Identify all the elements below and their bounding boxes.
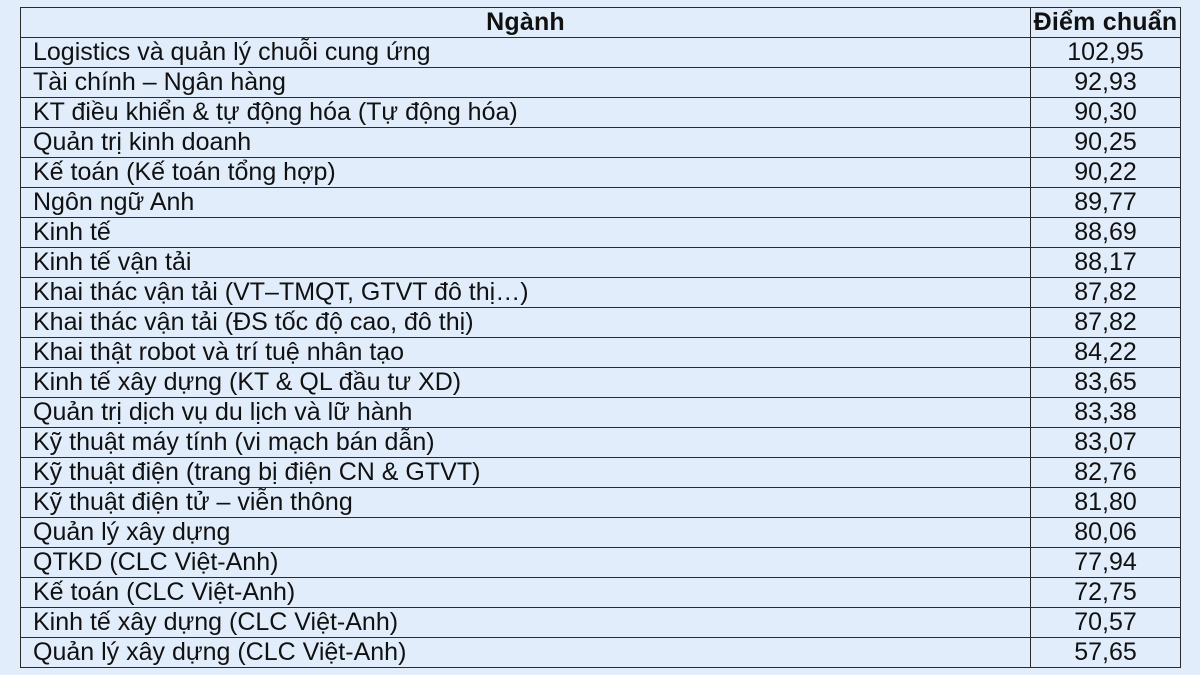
score-cell: 88,17 (1031, 248, 1181, 278)
major-name-cell: QTKD (CLC Việt-Anh) (21, 548, 1031, 578)
table-body (21, 38, 1181, 668)
major-name-cell: Kế toán (CLC Việt-Anh) (21, 578, 1031, 608)
score-cell: 87,82 (1031, 308, 1181, 338)
score-cell: 72,75 (1031, 578, 1181, 608)
table-row (21, 128, 1181, 158)
score-cell: 90,30 (1031, 98, 1181, 128)
major-name-cell: Kỹ thuật điện tử – viễn thông (21, 488, 1031, 518)
table-row (21, 428, 1181, 458)
table-row (21, 98, 1181, 128)
table-row (21, 368, 1181, 398)
table-row (21, 278, 1181, 308)
score-cell: 83,38 (1031, 398, 1181, 428)
table-row (21, 608, 1181, 638)
major-name-cell: Kỹ thuật điện (trang bị điện CN & GTVT) (21, 458, 1031, 488)
score-cell: 88,69 (1031, 218, 1181, 248)
score-cell: 57,65 (1031, 638, 1181, 668)
header-major: Ngành (21, 8, 1031, 38)
major-name-cell: Kỹ thuật máy tính (vi mạch bán dẫn) (21, 428, 1031, 458)
table-row (21, 458, 1181, 488)
table-row (21, 398, 1181, 428)
major-name-cell: Khai thật robot và trí tuệ nhân tạo (21, 338, 1031, 368)
major-name-cell: Kinh tế (21, 218, 1031, 248)
table-row (21, 68, 1181, 98)
score-cell: 84,22 (1031, 338, 1181, 368)
major-name-cell: Quản lý xây dựng (21, 518, 1031, 548)
major-name-cell: Kinh tế xây dựng (KT & QL đầu tư XD) (21, 368, 1031, 398)
score-cell: 102,95 (1031, 38, 1181, 68)
score-cell: 77,94 (1031, 548, 1181, 578)
major-name-cell: Kế toán (Kế toán tổng hợp) (21, 158, 1031, 188)
table-row (21, 548, 1181, 578)
table-row (21, 518, 1181, 548)
table-row (21, 158, 1181, 188)
major-name-cell: Tài chính – Ngân hàng (21, 68, 1031, 98)
table-row (21, 218, 1181, 248)
major-name-cell: Quản lý xây dựng (CLC Việt-Anh) (21, 638, 1031, 668)
score-cell: 82,76 (1031, 458, 1181, 488)
major-name-cell: Logistics và quản lý chuỗi cung ứng (21, 38, 1031, 68)
major-name-cell: Ngôn ngữ Anh (21, 188, 1031, 218)
admission-scores-table (20, 7, 1181, 668)
score-cell: 80,06 (1031, 518, 1181, 548)
major-name-cell: Quản trị dịch vụ du lịch và lữ hành (21, 398, 1031, 428)
score-cell: 92,93 (1031, 68, 1181, 98)
major-name-cell: Kinh tế vận tải (21, 248, 1031, 278)
header-score: Điểm chuẩn (1031, 8, 1181, 38)
major-name-cell: Kinh tế xây dựng (CLC Việt-Anh) (21, 608, 1031, 638)
score-cell: 90,22 (1031, 158, 1181, 188)
score-cell: 83,65 (1031, 368, 1181, 398)
score-cell: 81,80 (1031, 488, 1181, 518)
major-name-cell: Khai thác vận tải (VT–TMQT, GTVT đô thị…) (21, 278, 1031, 308)
score-cell: 87,82 (1031, 278, 1181, 308)
table-row (21, 578, 1181, 608)
major-name-cell: Khai thác vận tải (ĐS tốc độ cao, đô thị) (21, 308, 1031, 338)
major-name-cell: KT điều khiển & tự động hóa (Tự động hóa) (21, 98, 1031, 128)
table-row (21, 308, 1181, 338)
major-name-cell: Quản trị kinh doanh (21, 128, 1031, 158)
score-cell: 83,07 (1031, 428, 1181, 458)
admission-scores-table-container (20, 7, 1180, 668)
table-row (21, 488, 1181, 518)
table-header-row (21, 8, 1181, 38)
table-row (21, 338, 1181, 368)
table-row (21, 188, 1181, 218)
score-cell: 90,25 (1031, 128, 1181, 158)
table-row (21, 638, 1181, 668)
table-row (21, 38, 1181, 68)
score-cell: 89,77 (1031, 188, 1181, 218)
score-cell: 70,57 (1031, 608, 1181, 638)
table-row (21, 248, 1181, 278)
